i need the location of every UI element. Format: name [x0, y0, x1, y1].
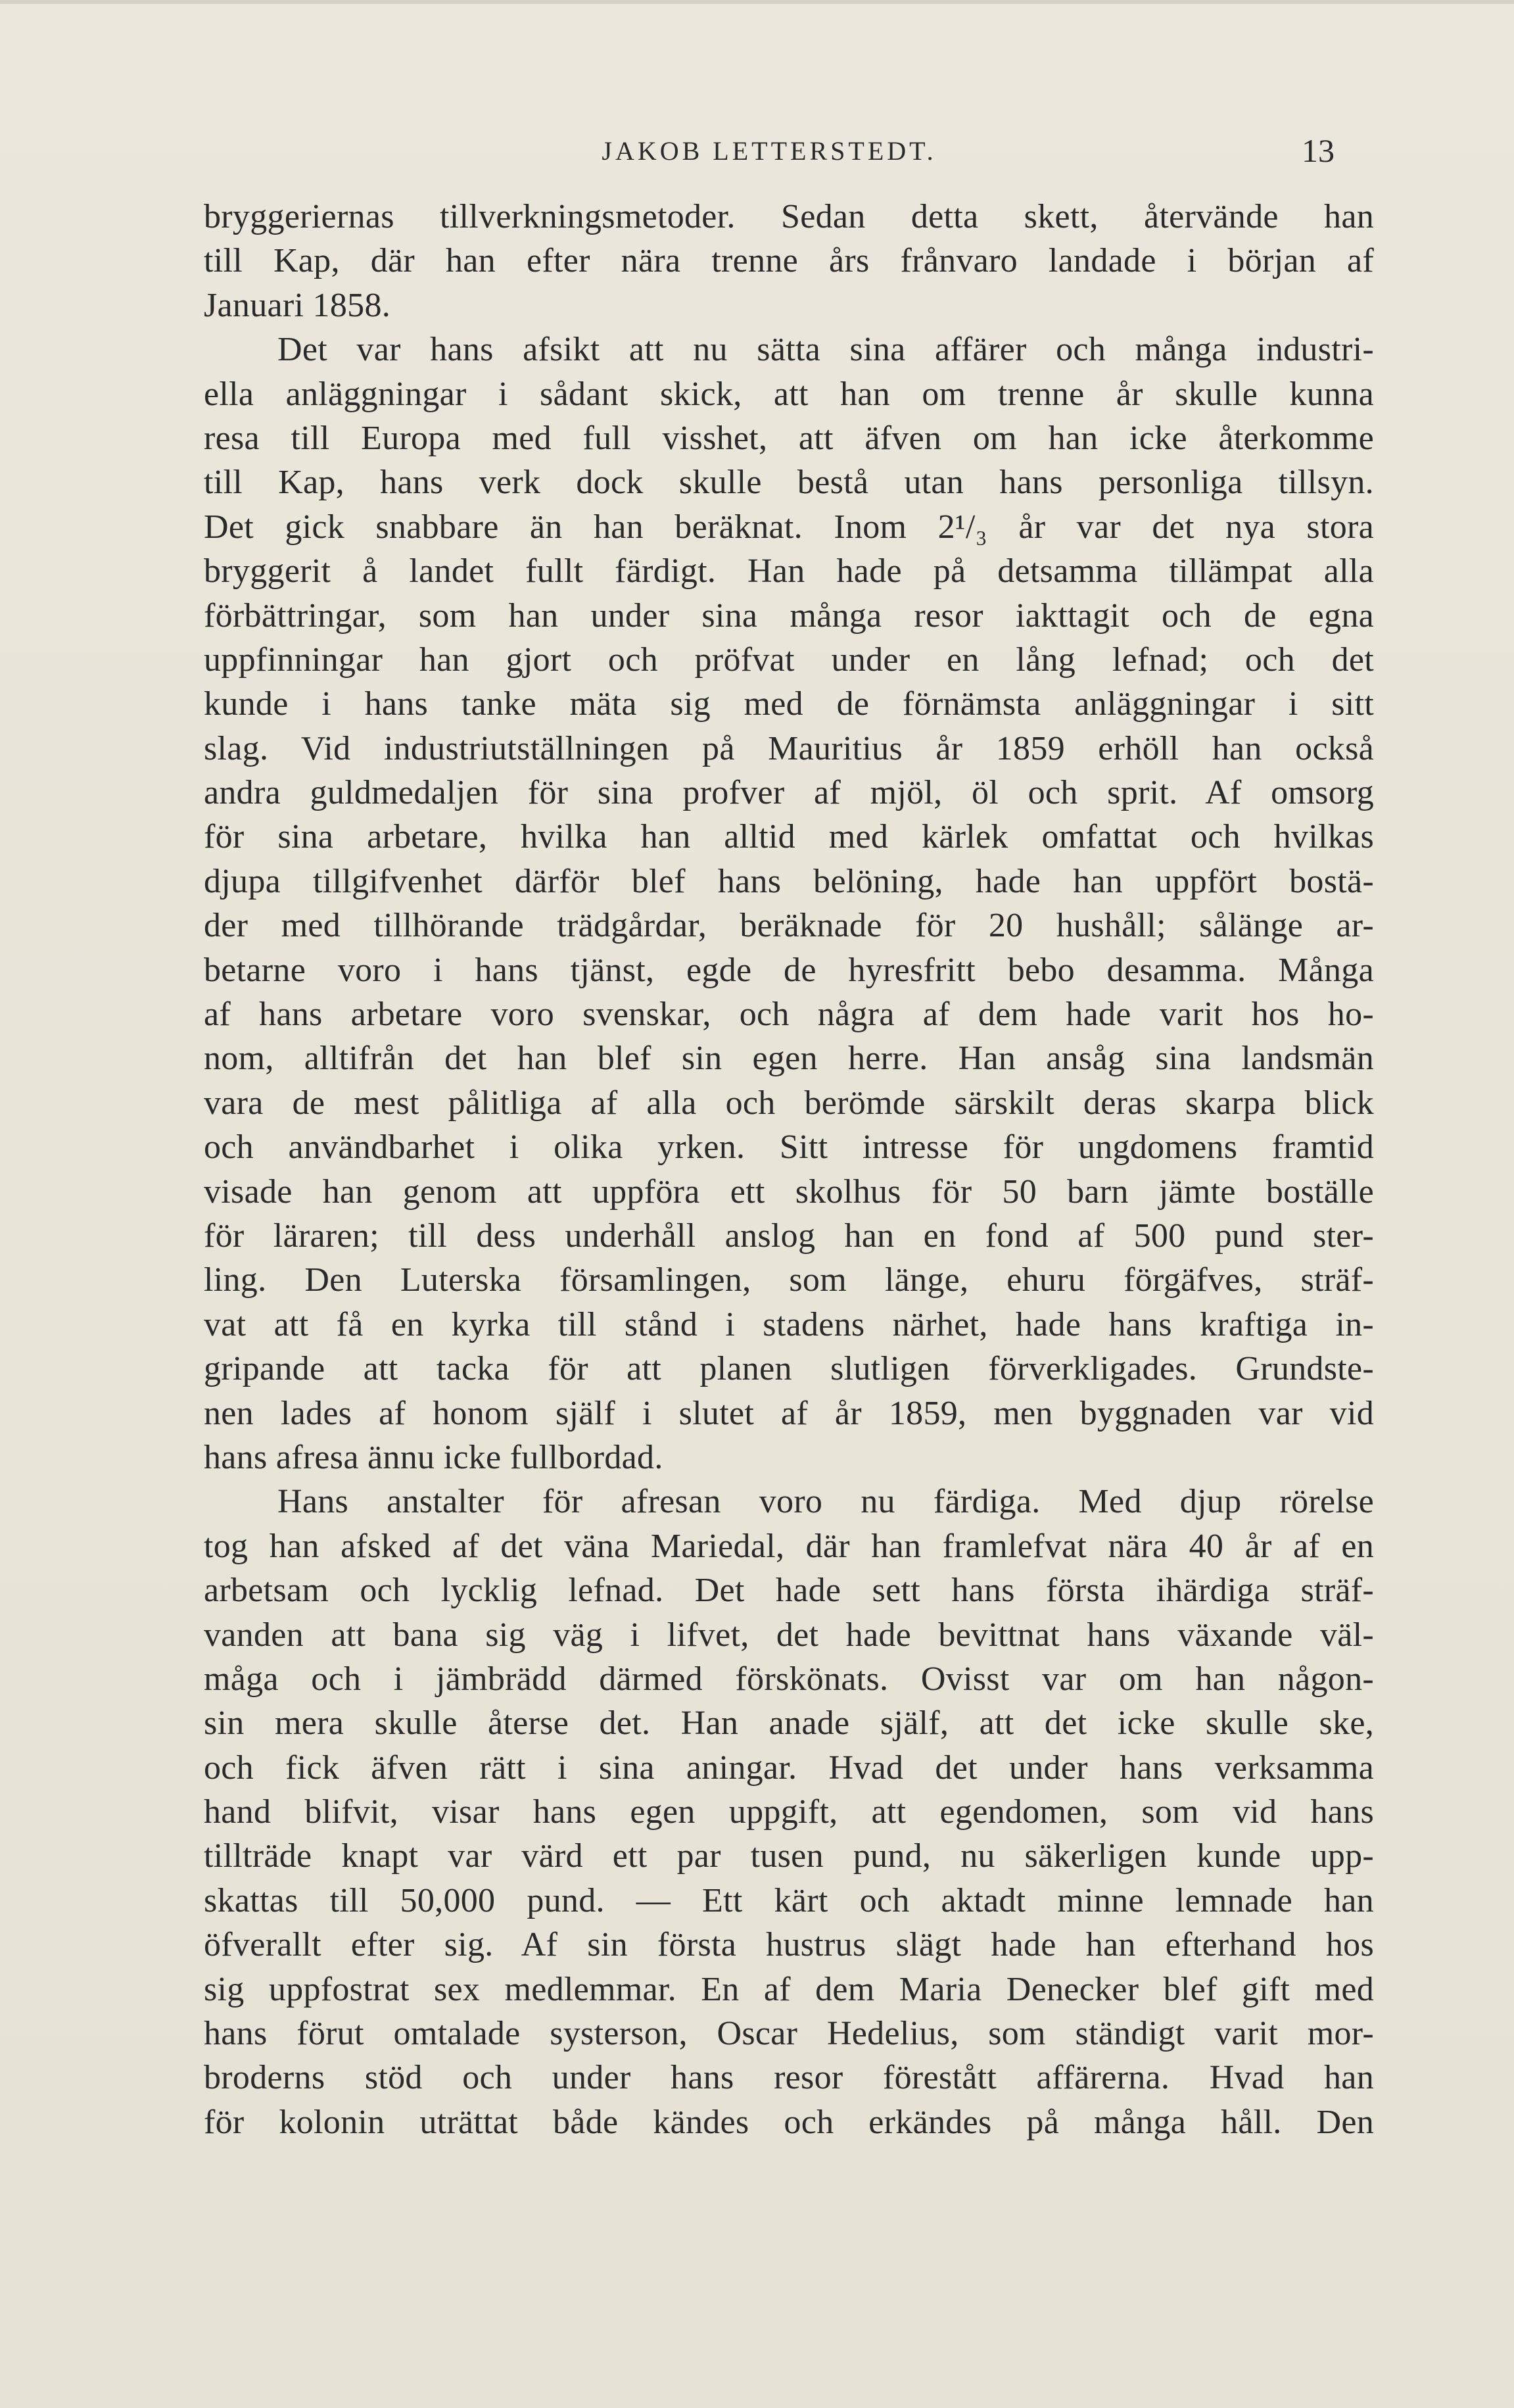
text-line: måga och i jämbrädd därmed förskönats. Ovisst var om han någon-	[204, 1660, 1374, 1698]
text-line: ella anläggningar i sådant skick, att han om trenne år skulle kunna	[204, 375, 1374, 413]
text-line: vara de mest pålitliga af alla och berömde särskilt deras skarpa blick	[204, 1084, 1374, 1122]
text-line: uppfinningar han gjort och pröfvat under en lång lefnad; och det	[204, 640, 1374, 679]
page-number: 13	[1302, 132, 1335, 169]
text-line: nom, alltifrån det han blef sin egen herre. Han ansåg sina landsmän	[204, 1040, 1374, 1078]
text-line: till Kap, hans verk dock skulle bestå utan hans personliga tillsyn.	[204, 464, 1374, 502]
text-line: och användbarhet i olika yrken. Sitt intresse för ungdomens framtid	[204, 1128, 1374, 1167]
text-line: hand blifvit, visar hans egen uppgift, att egendomen, som vid hans	[204, 1793, 1374, 1831]
text-line: för sina arbetare, hvilka han alltid med kärlek omfattat och hvilkas	[204, 818, 1374, 856]
text-line: sin mera skulle återse det. Han anade själf, att det icke skulle ske,	[204, 1704, 1374, 1743]
text-line: för läraren; till dess underhåll anslog han en fond af 500 pund ster-	[204, 1216, 1374, 1255]
text-line: visade han genom att uppföra ett skolhus för 50 barn jämte boställe	[204, 1172, 1374, 1211]
body-text	[204, 195, 1374, 2144]
text-line: af hans arbetare voro svenskar, och några af dem hade varit hos ho-	[204, 996, 1374, 1034]
text-line: der med tillhörande trädgårdar, beräknade för 20 hushåll; sålänge ar-	[204, 907, 1374, 945]
page-header	[204, 132, 1335, 171]
text-line: nen lades af honom själf i slutet af år 1859, men byggnaden var vid	[204, 1394, 1374, 1432]
text-line: och fick äfven rätt i sina aningar. Hvad det under hans verksamma	[204, 1748, 1374, 1787]
text-line: Hans anstalter för afresan voro nu färdiga. Med djup rörelse	[277, 1483, 1374, 1521]
text-line: vat att få en kyrka till stånd i stadens närhet, hade hans kraftiga in-	[204, 1305, 1374, 1343]
running-title: JAKOB LETTERSTEDT.	[602, 136, 937, 166]
text-line: kunde i hans tanke mäta sig med de förnämsta anläggningar i sitt	[204, 685, 1374, 723]
text-line: skattas till 50,000 pund. — Ett kärt och aktadt minne lemnade han	[204, 1881, 1374, 1919]
text-line: förbättringar, som han under sina många resor iakttagit och de egna	[204, 596, 1374, 635]
text-line: vanden att bana sig väg i lifvet, det hade bevittnat hans växande väl-	[204, 1616, 1374, 1654]
text-line: sig uppfostrat sex medlemmar. En af dem Maria Denecker blef gift med	[204, 1970, 1374, 2008]
text-line: Det var hans afsikt att nu sätta sina affärer och många industri-	[277, 331, 1374, 369]
text-line: slag. Vid industriutställningen på Mauritius år 1859 erhöll han också	[204, 729, 1374, 767]
text-line: bryggeriernas tillverkningsmetoder. Sedan detta skett, återvände han	[204, 198, 1374, 235]
text-line: betarne voro i hans tjänst, egde de hyresfritt bebo desamma. Många	[204, 951, 1374, 989]
text-line: gripande att tacka för att planen slutligen förverkligades. Grundste-	[204, 1350, 1374, 1388]
text-line: för kolonin uträttat både kändes och erkändes på många håll. Den	[204, 2103, 1374, 2141]
text-line: djupa tillgifvenhet därför blef hans belöning, hade han uppfört bostä-	[204, 862, 1374, 900]
text-line: tog han afsked af det väna Mariedal, där han framlefvat nära 40 år af en	[204, 1527, 1374, 1565]
text-line: bryggerit å landet fullt färdigt. Han hade på detsamma tillämpat alla	[204, 552, 1374, 590]
text-line: Januari 1858.	[204, 286, 391, 324]
text-line: ling. Den Luterska församlingen, som länge, ehuru förgäfves, sträf-	[204, 1261, 1374, 1299]
text-line: hans afresa ännu icke fullbordad.	[204, 1438, 663, 1476]
text-line: tillträde knapt var värd ett par tusen pund, nu säkerligen kunde upp-	[204, 1837, 1374, 1875]
text-line: hans förut omtalade systerson, Oscar Hedelius, som ständigt varit mor-	[204, 2015, 1374, 2053]
text-line: resa till Europa med full visshet, att äfven om han icke återkomme	[204, 419, 1374, 457]
page-top-edge	[0, 0, 1514, 4]
text-line: broderns stöd och under hans resor förestått affärerna. Hvad han	[204, 2059, 1374, 2097]
text-line: öfverallt efter sig. Af sin första hustrus slägt hade han efterhand hos	[204, 1926, 1374, 1964]
text-line: andra guldmedaljen för sina profver af mjöl, öl och sprit. Af omsorg	[204, 774, 1374, 812]
text-line: Det gick snabbare än han beräknat. Inom 2¹/₃ år var det nya stora	[204, 508, 1374, 546]
text-line: arbetsam och lycklig lefnad. Det hade sett hans första ihärdiga sträf-	[204, 1572, 1374, 1610]
text-line: till Kap, där han efter nära trenne års frånvaro landade i början af	[204, 242, 1374, 280]
